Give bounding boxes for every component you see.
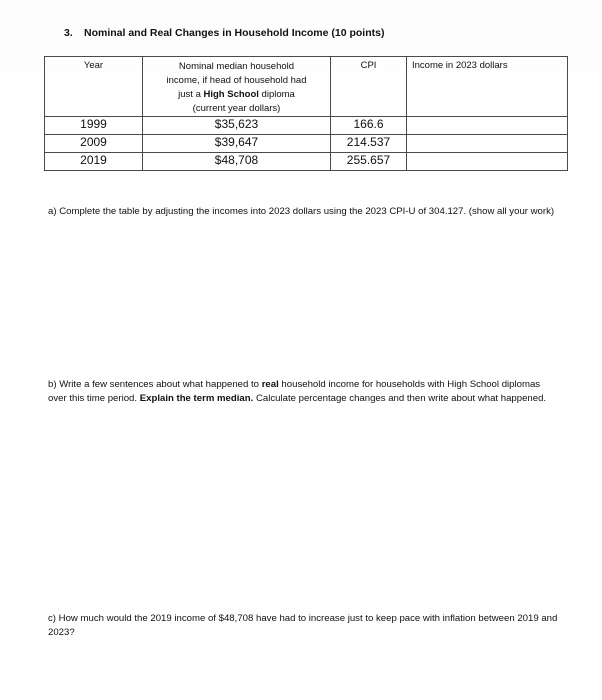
high-school-emphasis: High School bbox=[203, 89, 259, 100]
cell-cpi: 166.6 bbox=[331, 117, 407, 135]
question-title: Nominal and Real Changes in Household Income (10 points) bbox=[84, 27, 385, 39]
cell-nominal-income: $39,647 bbox=[143, 135, 331, 153]
cell-cpi: 255.657 bbox=[331, 153, 407, 171]
header-cpi: CPI bbox=[331, 57, 407, 117]
header-nominal-income bbox=[143, 57, 331, 117]
part-a-prompt: a) Complete the table by adjusting the incomes into 2023 dollars using the 2023 CPI-U of 304.127. (show all your work) bbox=[48, 206, 555, 217]
question-heading bbox=[64, 27, 384, 39]
header-nominal-line4: (current year dollars) bbox=[192, 103, 281, 114]
median-emphasis: Explain the term median. bbox=[139, 393, 254, 404]
table-row bbox=[45, 117, 568, 135]
part-b-prompt: b) Write a few sentences about what happened to real household income for households with High School diplomas over this time period. Explain the term median. Calculate percentage changes and then write about what happened. bbox=[48, 379, 547, 404]
cell-income-2023[interactable] bbox=[407, 117, 568, 135]
cell-nominal-income: $48,708 bbox=[143, 153, 331, 171]
header-income-2023: Income in 2023 dollars bbox=[407, 57, 568, 117]
question-number: 3. bbox=[64, 27, 73, 39]
cell-nominal-income: $35,623 bbox=[143, 117, 331, 135]
header-nominal-line3: just a High School diploma bbox=[178, 89, 295, 100]
header-nominal-line2: income, if head of household had bbox=[166, 75, 307, 86]
income-table bbox=[44, 56, 568, 171]
header-year: Year bbox=[45, 57, 143, 117]
header-nominal-line1: Nominal median household bbox=[178, 61, 295, 72]
cell-year: 2009 bbox=[45, 135, 143, 153]
table-row bbox=[45, 135, 568, 153]
cell-income-2023[interactable] bbox=[407, 135, 568, 153]
table-header-row bbox=[45, 57, 568, 117]
cell-cpi: 214.537 bbox=[331, 135, 407, 153]
real-emphasis: real bbox=[261, 379, 279, 390]
cell-year: 1999 bbox=[45, 117, 143, 135]
table-row bbox=[45, 153, 568, 171]
cell-year: 2019 bbox=[45, 153, 143, 171]
part-c-prompt: c) How much would the 2019 income of $48,708 have had to increase just to keep pace with inflation between 2019 and 2023? bbox=[48, 613, 558, 638]
cell-income-2023[interactable] bbox=[407, 153, 568, 171]
